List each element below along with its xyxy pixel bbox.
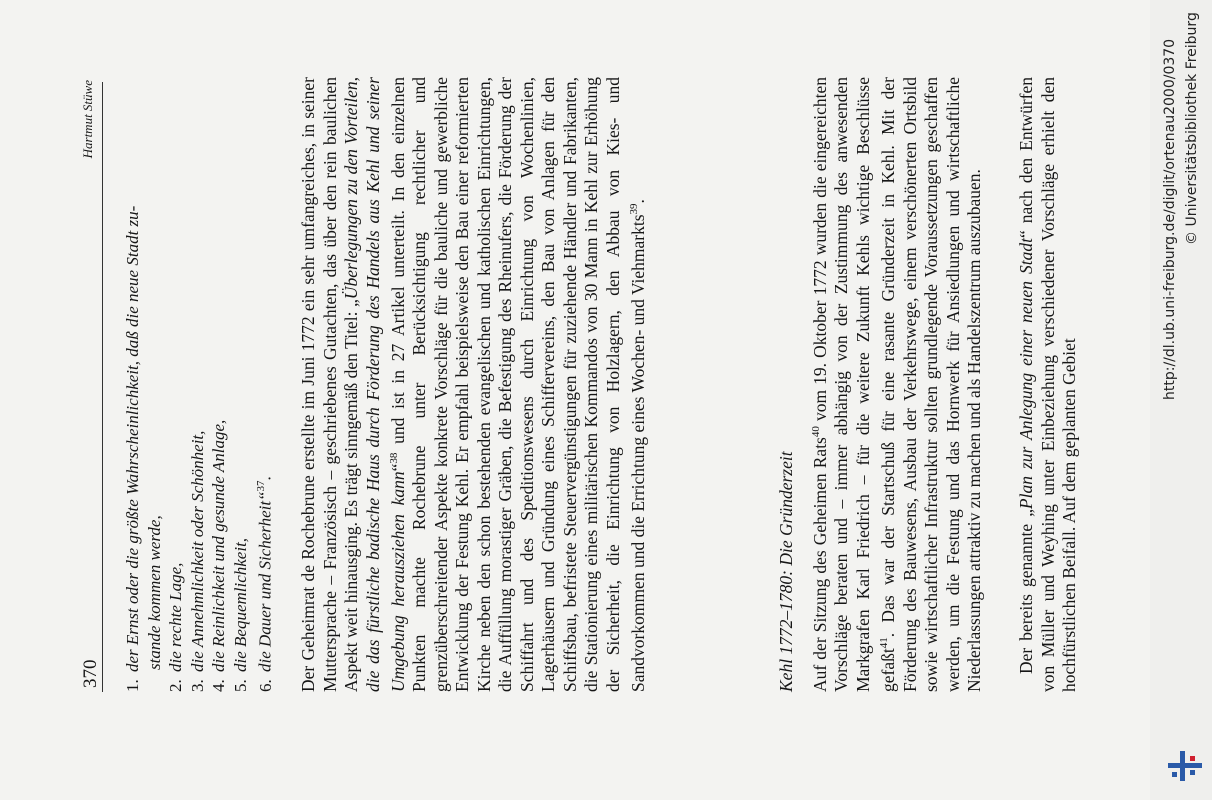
header-rule (102, 82, 103, 692)
list-item: 1.der Ernst oder die größte Wahrscheinlichkeit, daß die neue Stadt zu- (123, 205, 142, 692)
list-item: 2.die rechte Lage, (166, 562, 185, 692)
footnote-ref: 38 (388, 452, 400, 464)
source-url-link[interactable]: http://dl.ub.uni-freiburg.de/diglit/ortenau2000/0370 (1162, 38, 1178, 400)
page-number: 370 (80, 659, 101, 688)
section-heading: Kehl 1772–1780: Die Gründerzeit (776, 451, 796, 692)
list-item: 6.die Dauer und Sicherheit“$^{37}$. (255, 476, 275, 692)
list-item-continuation: stande kommen werde, (144, 515, 164, 670)
paragraph-gutachten: Der Geheimrat de Rochebrune erstellte im Juni 1772 ein sehr umfangreiches, in seiner Muttersprache – Französisch – geschriebenes Gutachten, das über den rein baulichen Aspekt weit hinausging. Es trägt sinngemäß den Titel: „Überlegungen zu den Vorteilen, die das fürstliche badische Haus durch Förderung des Handels aus Kehl und seiner Umgebung herausziehen kann“$^{38}$ und ist in 27 Artikel unterteilt. In den einzelnen Punkten machte Rochebrune unter Berücksichtigung rechtlicher und grenzüberschreitender Aspekte konkrete Vorschläge für die bauliche und gewerbliche Entwicklung der Festung Kehl. Er empfahl beispielsweise den Bau einer reformierten Kirche neben den schon bestehenden evangelischen und katholischen Einrichtungen, die Auffüllung morastiger Gräben, die Befestigung des Rheinufers, die Förderung der Schiffahrt und des Speditionswesens durch Einrichtung von Wochenlinien, Lagerhäusern und Gründung eines Schiffervereins, den Bau von Anlagen für den Schiffsbau, befristete Steuervergünstigungen für zuziehende Händler und Fabrikanten, die Stationierung eines militärischen Kommandos von 30 Mann in Kehl zur Erhöhung der Sicherheit, die Einrichtung von Holzlagern, den Abbau von Kies- und Sandvorkommen und die Errichtung eines Wochen- und Viehmarkts$^{39}$. (298, 76, 649, 692)
paragraph-plan: Der bereits genannte „Plan zur Anlegung einer neuen Stadt“ nach den Entwürfen von Müller und Weyhing unter Einbeziehung verschiedener Vorschläge erhielt den hochfürstlichen Beifall. Auf dem geplanten Gebiet (1016, 77, 1079, 692)
ub-freiburg-logo-icon (1166, 748, 1204, 784)
footnote-ref: 37 (255, 480, 267, 492)
footnote-ref: 39 (628, 203, 641, 215)
quote-list (122, 77, 276, 692)
list-item: 4.die Reinlichkeit und gesunde Anlage, (209, 419, 228, 692)
paragraph-sitzung: Auf der Sitzung des Geheimen Rats$^{40}$ vom 19. Oktober 1772 wurden die eingereichten Vorschläge beraten und – immer abhängig von der Zustimmung des anwesenden Markgrafen Karl Friedrich – für die weitere Zukunft Kehls wichtige Beschlüsse gefaßt$^{41}$. Das war der Startschuß für eine rasante Gründerzeit in Kehl. Mit der Förderung des Bauwesens, Ausbau der Verkehrswege, einem verschönerten Ortsbild sowie wirtschaftlicher Infrastruktur sollten grundlegende Voraussetzungen geschaffen werden, um die Festung und das Hornwerk für Ansiedlungen und wirtschaftliche Niederlassungen attraktiv zu machen und als Handelszentrum auszubauen. (809, 77, 985, 692)
copyright-notice: © Universitätsbibliothek Freiburg (1184, 12, 1200, 245)
footnote-ref: 41 (878, 637, 891, 649)
list-item: 3.die Annehmlichkeit oder Schönheit, (187, 430, 207, 692)
running-head-author: Hartmut Stüwe (80, 80, 95, 159)
footnote-ref: 40 (810, 426, 822, 438)
list-item: 5.die Bequemlichkeit, (230, 537, 250, 692)
